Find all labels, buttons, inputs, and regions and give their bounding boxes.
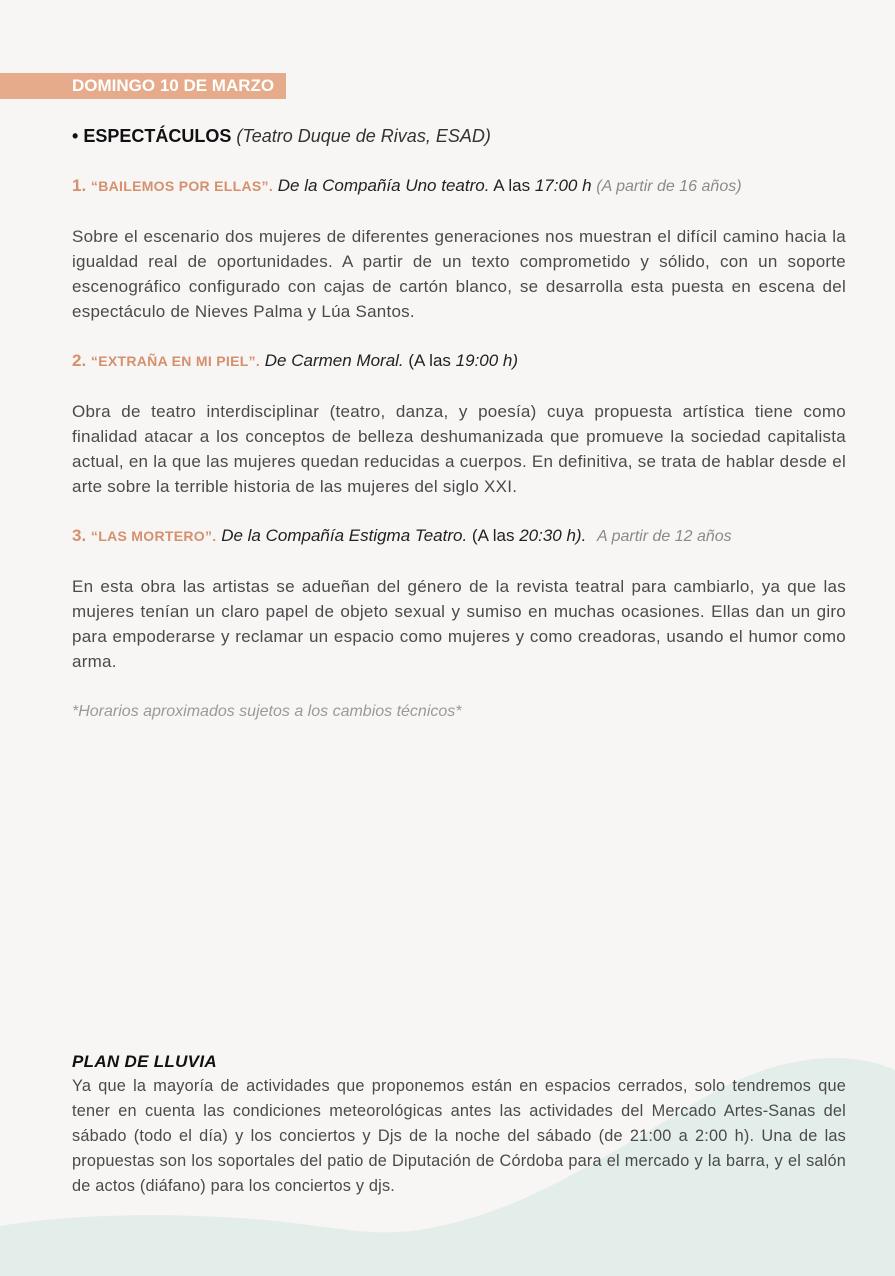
show-time: 17:00 h [534, 176, 592, 195]
show-number: 2. [72, 351, 87, 370]
show-time-close: ) [512, 351, 519, 370]
show-description: En esta obra las artistas se adueñan del género de la revista teatral para cambiarlo, ya que las mujeres tenían un claro papel de objeto sexual y sumiso en muchas ocasiones. Ellas dan un giro para empoderarse y reclamar un espacio como mujeres y como creadoras, usando el humor como arma. [72, 577, 846, 671]
show-title: “EXTRAÑA EN MI PIEL”. [90, 353, 261, 369]
section-heading [72, 124, 846, 148]
show-company: De Carmen Moral. [264, 351, 404, 370]
show-heading [72, 174, 846, 199]
rain-plan-title: PLAN DE LLUVIA [72, 1052, 217, 1071]
show-time-prefix: A las [493, 176, 531, 195]
show-time-close: ). [575, 526, 587, 545]
show-age-note: (A partir de 16 años) [596, 178, 742, 195]
date-header: DOMINGO 10 DE MARZO [0, 73, 286, 99]
bullet: • [72, 126, 79, 146]
section-venue: (Teatro Duque de Rivas, ESAD) [236, 126, 491, 146]
show-title: “LAS MORTERO”. [90, 528, 217, 544]
show-number: 1. [72, 176, 87, 195]
section-title: ESPECTÁCULOS [83, 126, 232, 146]
show-age-note: A partir de 12 años [597, 528, 732, 545]
show-heading [72, 349, 846, 373]
show-time: 20:30 h [519, 526, 576, 545]
show-description: Sobre el escenario dos mujeres de diferentes generaciones nos muestran el difícil camino hacia la igualdad real de oportunidades. A partir de un texto comprometido y sólido, con un soporte escenográfico configurado con cajas de cartón blanco, se desarrolla esta puesta en escena del espectáculo de Nieves Palma y Lúa Santos. [72, 227, 846, 321]
show-number: 3. [72, 526, 87, 545]
show-company: De la Compañía Uno teatro. [277, 176, 490, 195]
show-description: Obra de teatro interdisciplinar (teatro, danza, y poesía) cuya propuesta artística tiene como finalidad atacar a los conceptos de belleza deshumanizada que promueve la sociedad capitalista actual, en la que las mujeres quedan reducidas a cuerpos. En definitiva, se trata de hablar desde el arte sobre la terrible historia de las mujeres del siglo XXI. [72, 402, 846, 496]
show-title: “BAILEMOS POR ELLAS”. [90, 178, 274, 194]
show-time-prefix: (A las [471, 526, 515, 545]
schedule-disclaimer: *Horarios aproximados sujetos a los cambios técnicos* [72, 703, 462, 720]
show-company: De la Compañía Estigma Teatro. [221, 526, 468, 545]
rain-plan-text: Ya que la mayoría de actividades que proponemos están en espacios cerrados, solo tendremos que tener en cuenta las condiciones meteorológicas antes las actividades del Mercado Artes-Sanas del sábado (todo el día) y los conciertos y Djs de la noche del sábado (de 21:00 a 2:00 h). Una de las propuestas son los soportales del patio de Diputación de Córdoba para el mercado y la barra, y el salón de actos (diáfano) para los conciertos y djs. [72, 1077, 846, 1195]
show-heading [72, 524, 846, 549]
show-time: 19:00 h [455, 351, 513, 370]
show-time-prefix: (A las [408, 351, 451, 370]
